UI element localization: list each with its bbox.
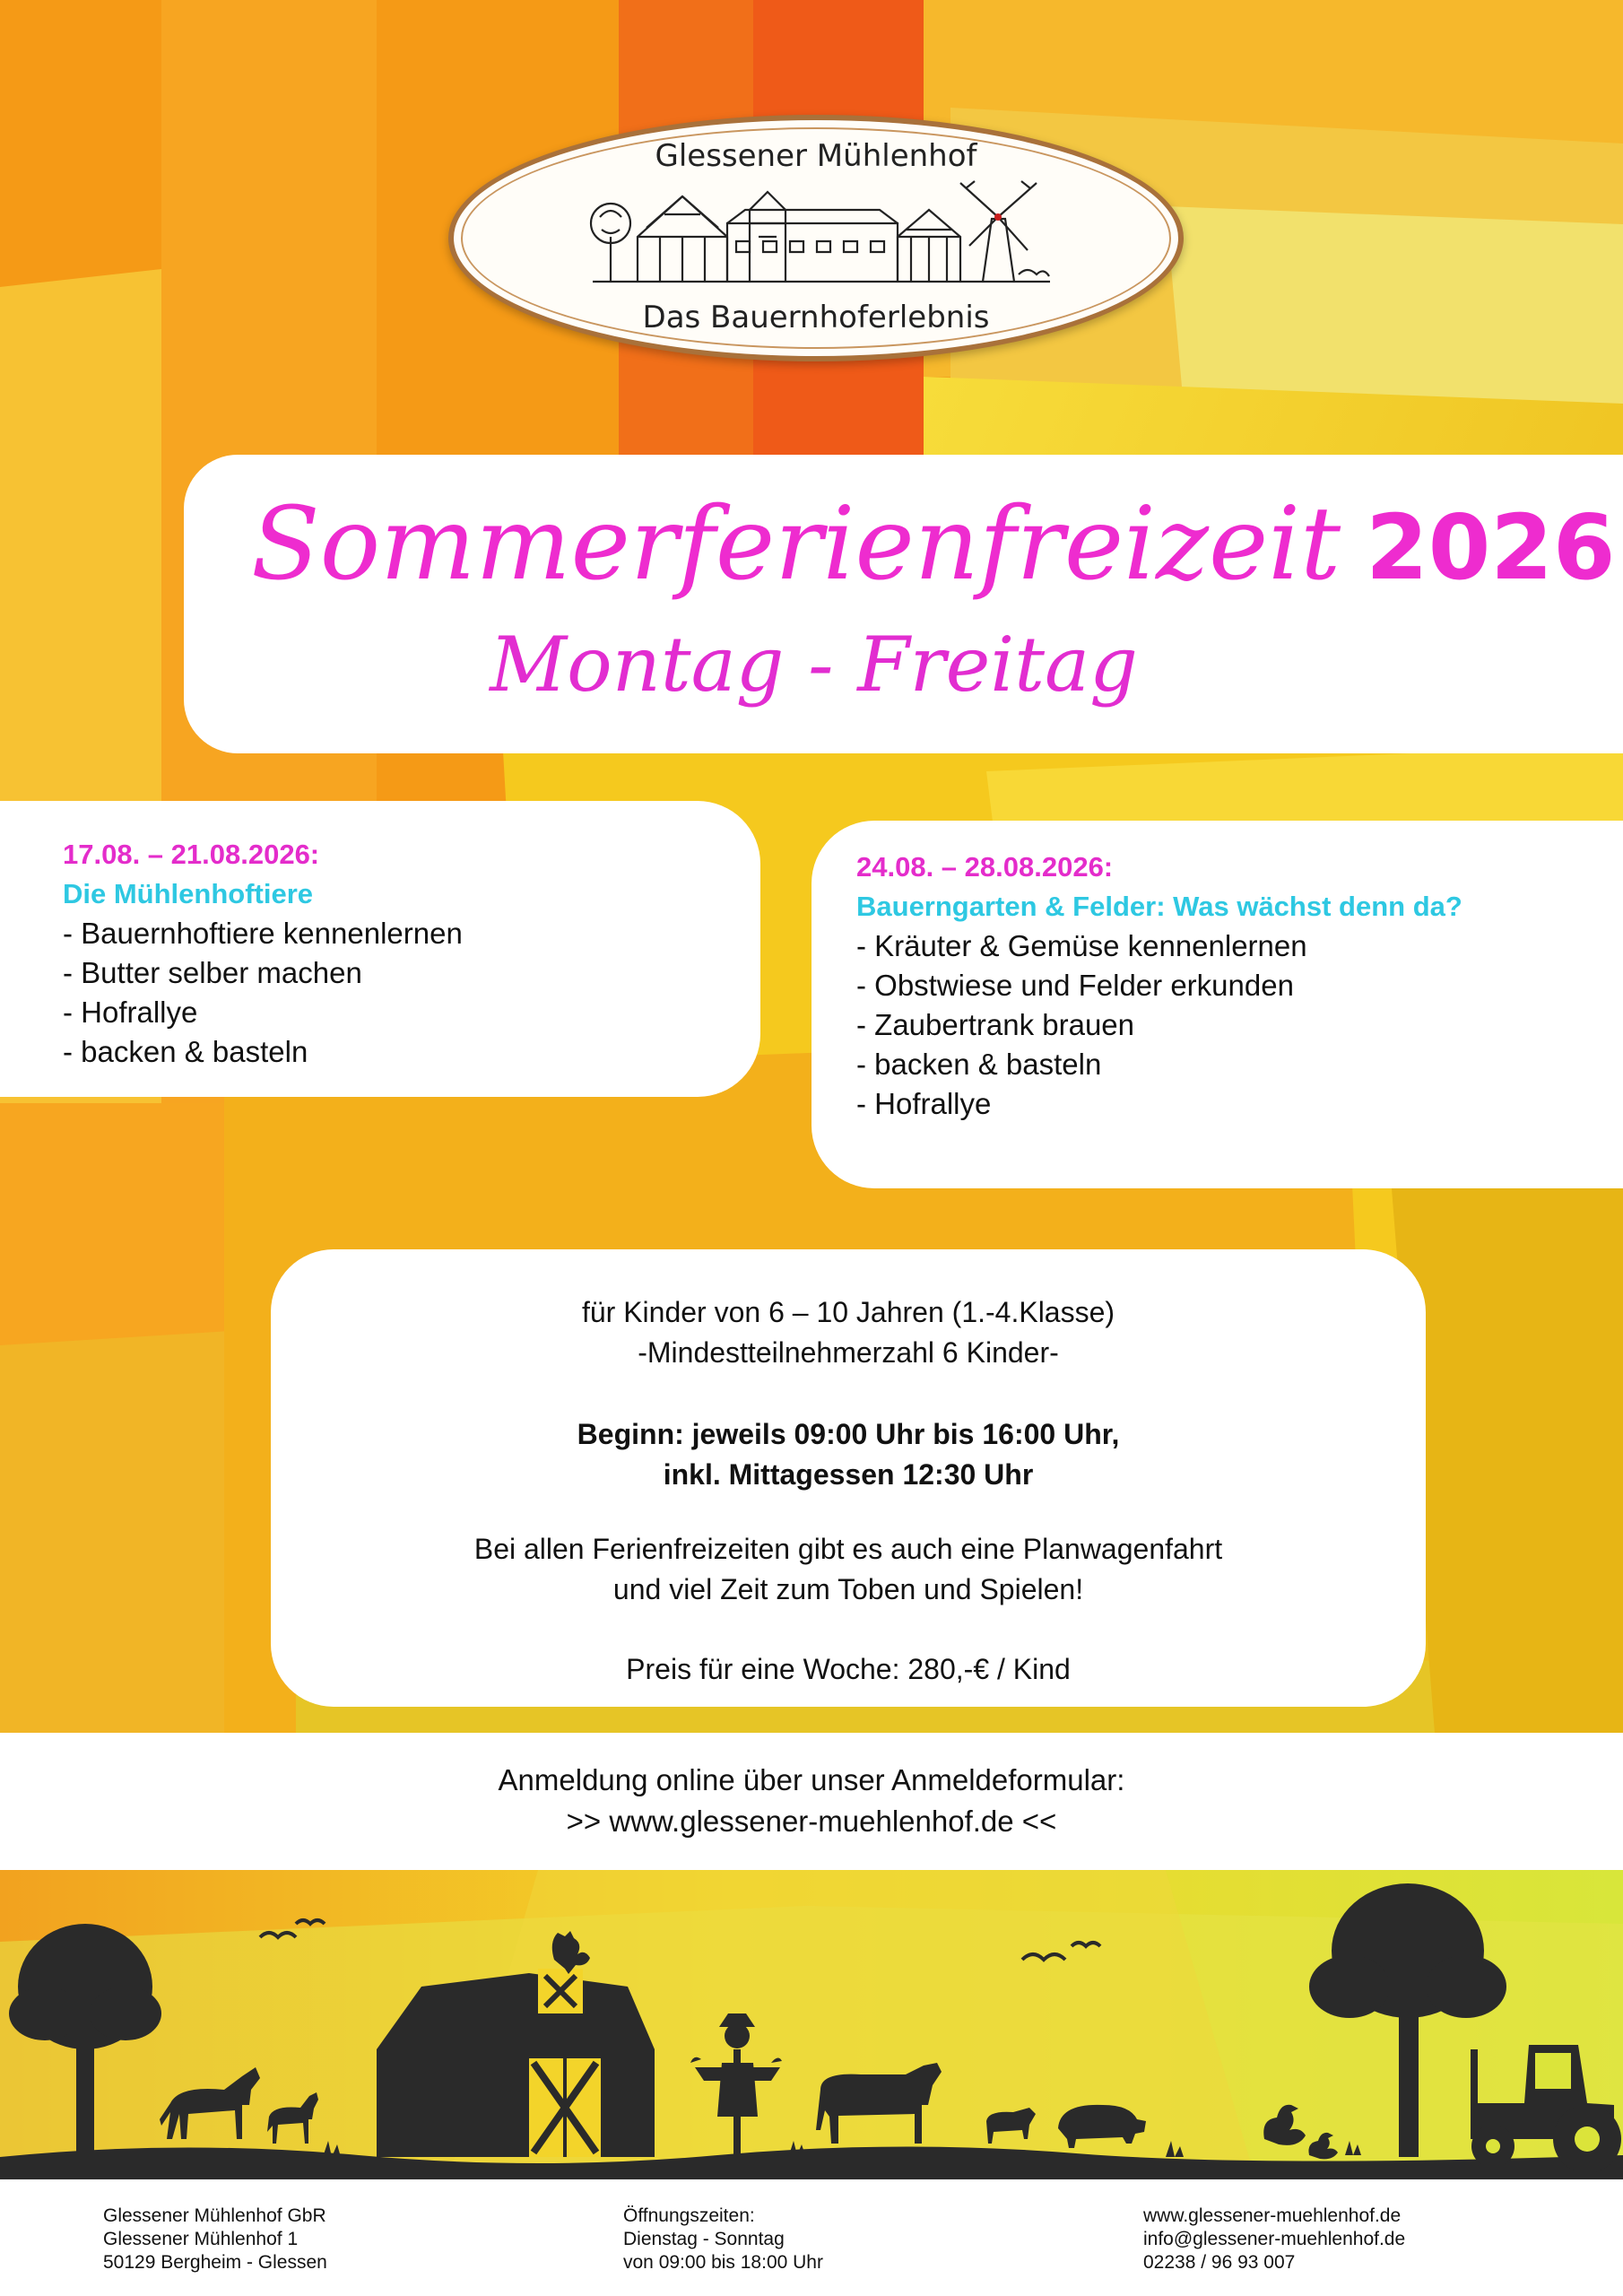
footer xyxy=(0,2179,1623,2296)
logo-bottom-text: Das Bauernhoferlebnis xyxy=(642,300,990,335)
footer-street: Glessener Mühlenhof 1 xyxy=(103,2229,299,2249)
footer-address xyxy=(103,2205,327,2274)
title-days: Montag - Freitag xyxy=(490,621,1138,709)
week-date: 24.08. – 28.08.2026: xyxy=(856,851,1114,883)
activity-list xyxy=(856,926,1623,1124)
extra-info-line-2: und viel Zeit zum Toben und Spielen! xyxy=(612,1573,1084,1605)
barn-icon xyxy=(377,1969,655,2157)
age-info: für Kinder von 6 – 10 Jahren (1.-4.Klasse) xyxy=(581,1296,1115,1328)
farm-landscape-illustration xyxy=(0,1870,1623,2179)
footer-hours xyxy=(623,2205,823,2274)
footer-hours-label: Öffnungszeiten: xyxy=(623,2205,755,2226)
week-date: 17.08. – 21.08.2026: xyxy=(63,839,320,870)
extra-info-line-1: Bei allen Ferienfreizeiten gibt es auch eine Planwagenfahrt xyxy=(473,1533,1223,1565)
week-theme: Die Mühlenhoftiere xyxy=(63,878,314,909)
week-card-2 xyxy=(812,821,1623,1188)
footer-email[interactable]: info@glessener-muehlenhof.de xyxy=(1143,2229,1406,2249)
logo-top-text: Glessener Mühlenhof xyxy=(655,138,977,174)
footer-times: von 09:00 bis 18:00 Uhr xyxy=(623,2252,823,2273)
logo-oval xyxy=(448,115,1184,361)
registration-strip xyxy=(0,1733,1623,1870)
list-item: - Bauernhoftiere kennenlernen xyxy=(63,917,463,950)
list-item: - Hofrallye xyxy=(63,996,198,1029)
list-item: - Hofrallye xyxy=(856,1087,992,1120)
list-item: - backen & basteln xyxy=(63,1035,308,1068)
footer-website[interactable]: www.glessener-muehlenhof.de xyxy=(1143,2205,1402,2226)
activity-list xyxy=(63,914,760,1072)
title-year: 2026 xyxy=(1366,495,1616,600)
list-item: - backen & basteln xyxy=(856,1048,1102,1081)
price-info: Preis für eine Woche: 280,-€ / Kind xyxy=(626,1653,1071,1685)
list-item: - Kräuter & Gemüse kennenlernen xyxy=(856,929,1307,962)
registration-link[interactable]: >> www.glessener-muehlenhof.de << xyxy=(566,1805,1057,1838)
list-item: - Zaubertrank brauen xyxy=(856,1008,1135,1041)
list-item: - Butter selber machen xyxy=(63,956,362,989)
farmhouse-windmill-drawing-icon xyxy=(575,174,1068,291)
week-card-1 xyxy=(0,801,760,1097)
title-text: Sommerferienfreizeit xyxy=(251,486,1341,603)
lunch-info: inkl. Mittagessen 12:30 Uhr xyxy=(663,1458,1034,1491)
list-item: - Obstwiese und Felder erkunden xyxy=(856,969,1294,1002)
registration-text: Anmeldung online über unser Anmeldeformular: xyxy=(498,1763,1125,1796)
footer-days: Dienstag - Sonntag xyxy=(623,2229,785,2249)
footer-company: Glessener Mühlenhof GbR xyxy=(103,2205,326,2226)
footer-phone: 02238 / 96 93 007 xyxy=(1143,2252,1296,2273)
time-info: Beginn: jeweils 09:00 Uhr bis 16:00 Uhr, xyxy=(577,1418,1120,1450)
footer-city: 50129 Bergheim - Glessen xyxy=(103,2252,327,2273)
page-title xyxy=(251,486,1616,603)
week-theme: Bauerngarten & Felder: Was wächst denn da? xyxy=(856,891,1462,922)
title-banner xyxy=(184,455,1623,753)
min-participants: -Mindestteilnehmerzahl 6 Kinder- xyxy=(638,1336,1059,1369)
info-card xyxy=(271,1249,1426,1707)
footer-contact xyxy=(1143,2205,1405,2274)
